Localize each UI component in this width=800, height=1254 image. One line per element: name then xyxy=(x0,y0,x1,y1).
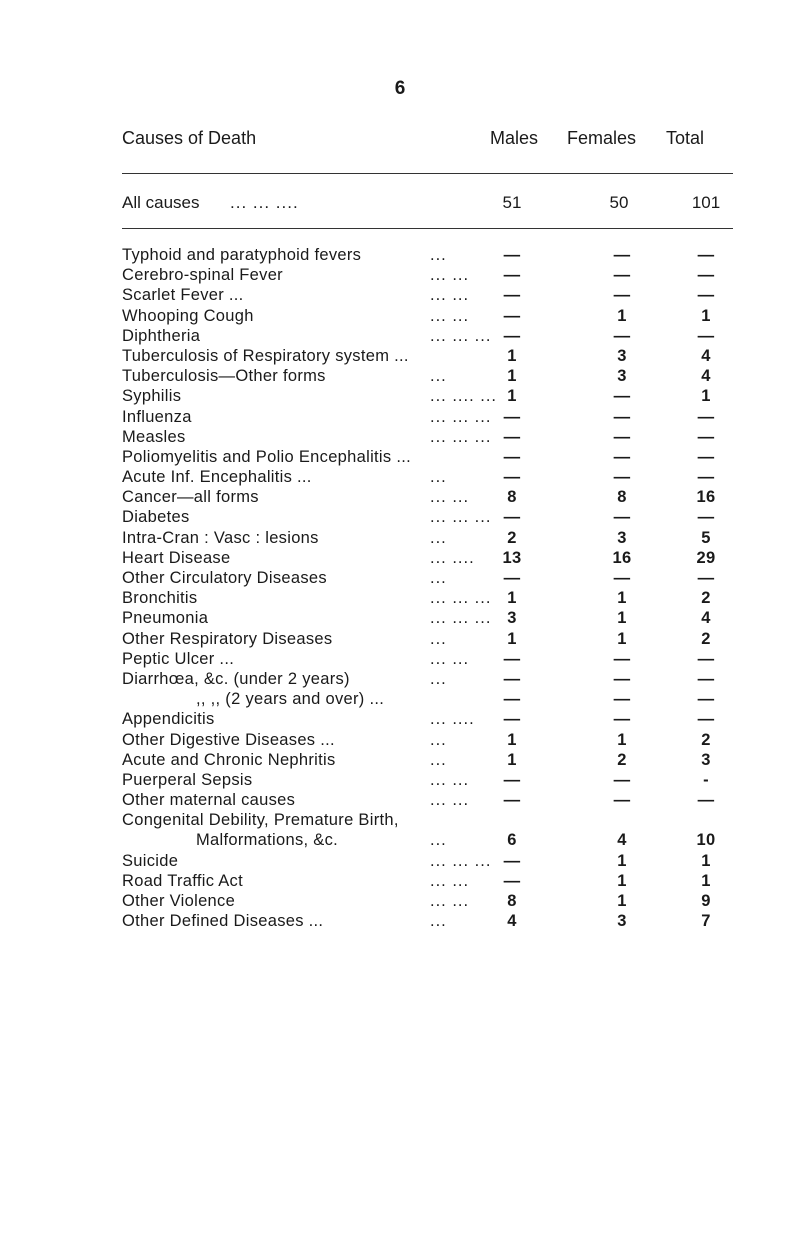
table-row xyxy=(0,286,800,306)
cause-label: ,, ,, (2 years and over) ... xyxy=(196,690,385,709)
header-females: Females xyxy=(567,128,637,148)
cause-label: Typhoid and paratyphoid fevers xyxy=(122,246,362,264)
males-count: — xyxy=(503,468,521,487)
total-count: — xyxy=(697,569,715,587)
cause-label: Tuberculosis of Respiratory system ... xyxy=(122,346,409,365)
total-count: 29 xyxy=(696,548,716,567)
header-cause: Causes of Death xyxy=(122,128,257,148)
total-count: 4 xyxy=(701,609,711,628)
total-count: — xyxy=(697,468,715,487)
males-count: — xyxy=(503,649,521,668)
total-count: — xyxy=(697,447,715,466)
males-count: — xyxy=(503,669,521,688)
total-count: - xyxy=(703,770,709,789)
males-count: — xyxy=(503,407,521,426)
males-count: 6 xyxy=(507,831,517,850)
cause-label: Congenital Debility, Premature Birth, xyxy=(122,811,399,830)
females-count: — xyxy=(613,468,631,487)
total-count: — xyxy=(697,508,715,527)
table-row xyxy=(0,387,800,407)
total-count: 4 xyxy=(701,367,711,386)
leader-dots: ... ... xyxy=(430,286,470,305)
total-count: 7 xyxy=(701,912,711,931)
females-count: — xyxy=(613,407,631,426)
leader-dots: ... .... xyxy=(430,710,475,729)
cause-label: Heart Disease xyxy=(122,548,231,567)
cause-label: Malformations, &c. xyxy=(196,831,339,850)
cause-label: Diphtheria xyxy=(122,326,201,345)
males-count: 1 xyxy=(507,387,517,406)
males-count: 1 xyxy=(507,346,517,365)
leader-dots: ... ... xyxy=(430,488,470,507)
all-causes-total: 101 xyxy=(691,193,721,212)
leader-dots: ... xyxy=(430,246,447,264)
females-count: 1 xyxy=(617,609,627,628)
females-count: — xyxy=(613,690,631,709)
females-count: — xyxy=(613,508,631,527)
females-count: — xyxy=(613,427,631,446)
males-count: — xyxy=(503,770,521,789)
table-row xyxy=(0,347,800,367)
leader-dots: ... ... xyxy=(430,871,470,890)
leader-dots: ... xyxy=(430,730,447,749)
males-count: — xyxy=(503,306,521,325)
females-count: 2 xyxy=(617,750,627,769)
table-row xyxy=(0,508,800,528)
cause-label: Diarrhœa, &c. (under 2 years) xyxy=(122,669,350,688)
females-count: 4 xyxy=(617,831,627,850)
leader-dots: ... ... ... xyxy=(430,326,492,345)
females-count: — xyxy=(613,326,631,345)
cause-label: Scarlet Fever ... xyxy=(122,286,244,305)
females-count: — xyxy=(613,649,631,668)
females-count: 1 xyxy=(617,871,627,890)
table-row xyxy=(0,690,800,710)
females-count: — xyxy=(613,447,631,466)
females-count: — xyxy=(613,791,631,810)
table-row xyxy=(0,609,800,629)
males-count: — xyxy=(503,326,521,345)
cause-label: Suicide xyxy=(122,851,179,870)
females-count: — xyxy=(613,266,631,285)
all-causes-row xyxy=(0,193,800,215)
table-row xyxy=(0,569,800,589)
leader-dots: ... xyxy=(430,669,447,688)
males-count: — xyxy=(503,508,521,527)
all-causes-leader-dots: ... ... .... xyxy=(230,193,299,212)
males-count: — xyxy=(503,569,521,587)
leader-dots: ... xyxy=(430,528,447,547)
total-count: — xyxy=(697,266,715,285)
table-row xyxy=(0,670,800,690)
leader-dots: ... .... ... xyxy=(430,387,498,406)
females-count: — xyxy=(613,246,631,264)
table-row xyxy=(0,912,800,932)
table-row xyxy=(0,448,800,468)
females-count: 1 xyxy=(617,306,627,325)
table-row xyxy=(0,811,800,831)
cause-label: Tuberculosis—Other forms xyxy=(122,367,326,386)
total-count: 5 xyxy=(701,528,711,547)
page-number: 6 xyxy=(394,78,406,99)
leader-dots: ... ... ... xyxy=(430,851,492,870)
males-count: — xyxy=(503,266,521,285)
total-count: 2 xyxy=(701,629,711,648)
cause-label: Peptic Ulcer ... xyxy=(122,649,235,668)
cause-label: Whooping Cough xyxy=(122,306,254,325)
males-count: 8 xyxy=(507,488,517,507)
leader-dots: ... ... ... xyxy=(430,427,492,446)
leader-dots: ... xyxy=(430,367,447,386)
leader-dots: ... ... xyxy=(430,892,470,910)
leader-dots: ... xyxy=(430,569,447,587)
cause-label: Cerebro-spinal Fever xyxy=(122,266,283,285)
leader-dots: ... ... ... xyxy=(430,609,492,628)
total-count: 2 xyxy=(701,589,711,608)
cause-label: Poliomyelitis and Polio Encephalitis ... xyxy=(122,447,411,466)
cause-label: Syphilis xyxy=(122,387,182,406)
all-causes-divider xyxy=(122,228,733,229)
total-count: — xyxy=(697,649,715,668)
table-row xyxy=(0,367,800,387)
leader-dots: ... ... xyxy=(430,791,470,810)
total-count: — xyxy=(697,669,715,688)
table-row xyxy=(0,468,800,488)
total-count: 16 xyxy=(696,488,716,507)
total-count: — xyxy=(697,407,715,426)
females-count: — xyxy=(613,770,631,789)
cause-label: Influenza xyxy=(122,407,192,426)
males-count: 3 xyxy=(507,609,517,628)
cause-label: Acute Inf. Encephalitis ... xyxy=(122,468,312,487)
cause-label: Road Traffic Act xyxy=(122,871,243,890)
table-row xyxy=(0,831,800,851)
cause-label: Other Digestive Diseases ... xyxy=(122,730,335,749)
males-count: 8 xyxy=(507,892,517,910)
cause-label: Diabetes xyxy=(122,508,190,527)
cause-label: Other Circulatory Diseases xyxy=(122,569,327,587)
total-count: 1 xyxy=(701,387,711,406)
leader-dots: ... ... xyxy=(430,770,470,789)
males-count: — xyxy=(503,690,521,709)
cause-label: Other Defined Diseases ... xyxy=(122,912,324,931)
table-row xyxy=(0,408,800,428)
females-count: — xyxy=(613,710,631,729)
leader-dots: ... ... xyxy=(430,266,470,285)
males-count: — xyxy=(503,286,521,305)
header-total: Total xyxy=(666,128,705,148)
males-count: — xyxy=(503,246,521,264)
leader-dots: ... ... ... xyxy=(430,407,492,426)
table-row xyxy=(0,771,800,791)
females-count: 1 xyxy=(617,892,627,910)
females-count: — xyxy=(613,387,631,406)
table-row xyxy=(0,246,800,266)
all-causes-females: 50 xyxy=(609,193,629,212)
females-count: 8 xyxy=(617,488,627,507)
total-count: — xyxy=(697,326,715,345)
total-count: 3 xyxy=(701,750,711,769)
cause-label: Other Violence xyxy=(122,892,236,910)
leader-dots: ... ... ... xyxy=(430,589,492,608)
total-count: 2 xyxy=(701,730,711,749)
males-count: — xyxy=(503,447,521,466)
females-count: 3 xyxy=(617,528,627,547)
all-causes-label: All causes xyxy=(122,193,200,212)
causes-table xyxy=(0,246,800,932)
table-row xyxy=(0,266,800,286)
table-row xyxy=(0,710,800,730)
males-count: 4 xyxy=(507,912,517,931)
cause-label: Other maternal causes xyxy=(122,791,296,810)
males-count: 1 xyxy=(507,629,517,648)
leader-dots: ... xyxy=(430,750,447,769)
total-count: — xyxy=(697,791,715,810)
table-row xyxy=(0,327,800,347)
females-count: 1 xyxy=(617,589,627,608)
leader-dots: ... ... ... xyxy=(430,508,492,527)
leader-dots: ... ... xyxy=(430,649,470,668)
table-header xyxy=(0,128,800,152)
males-count: — xyxy=(503,791,521,810)
table-row xyxy=(0,428,800,448)
females-count: 1 xyxy=(617,629,627,648)
leader-dots: ... .... xyxy=(430,548,475,567)
header-divider xyxy=(122,173,733,174)
all-causes-males: 51 xyxy=(502,193,522,212)
males-count: — xyxy=(503,851,521,870)
cause-label: Pneumonia xyxy=(122,609,209,628)
table-row xyxy=(0,488,800,508)
cause-label: Acute and Chronic Nephritis xyxy=(122,750,336,769)
table-row xyxy=(0,589,800,609)
leader-dots: ... xyxy=(430,629,447,648)
total-count: — xyxy=(697,690,715,709)
table-row xyxy=(0,872,800,892)
table-row xyxy=(0,751,800,771)
females-count: 3 xyxy=(617,367,627,386)
table-row xyxy=(0,892,800,912)
total-count: — xyxy=(697,710,715,729)
males-count: — xyxy=(503,871,521,890)
total-count: 1 xyxy=(701,306,711,325)
cause-label: Other Respiratory Diseases xyxy=(122,629,333,648)
males-count: 1 xyxy=(507,367,517,386)
males-count: 13 xyxy=(502,548,522,567)
females-count: 16 xyxy=(612,548,632,567)
table-row xyxy=(0,852,800,872)
males-count: 1 xyxy=(507,750,517,769)
cause-label: Intra-Cran : Vasc : lesions xyxy=(122,528,319,547)
cause-label: Bronchitis xyxy=(122,589,198,608)
cause-label: Cancer—all forms xyxy=(122,488,259,507)
leader-dots: ... xyxy=(430,468,447,487)
females-count: — xyxy=(613,669,631,688)
leader-dots: ... xyxy=(430,831,447,850)
males-count: 2 xyxy=(507,528,517,547)
total-count: 1 xyxy=(701,851,711,870)
females-count: 3 xyxy=(617,346,627,365)
total-count: 1 xyxy=(701,871,711,890)
table-row xyxy=(0,650,800,670)
cause-label: Appendicitis xyxy=(122,710,215,729)
females-count: 3 xyxy=(617,912,627,931)
males-count: 1 xyxy=(507,730,517,749)
total-count: — xyxy=(697,427,715,446)
total-count: — xyxy=(697,286,715,305)
females-count: — xyxy=(613,286,631,305)
cause-label: Puerperal Sepsis xyxy=(122,770,253,789)
females-count: — xyxy=(613,569,631,587)
females-count: 1 xyxy=(617,851,627,870)
males-count: — xyxy=(503,710,521,729)
table-row xyxy=(0,307,800,327)
total-count: 10 xyxy=(696,831,716,850)
table-row xyxy=(0,549,800,569)
cause-label: Measles xyxy=(122,427,186,446)
males-count: 1 xyxy=(507,589,517,608)
header-males: Males xyxy=(490,128,539,148)
males-count: — xyxy=(503,427,521,446)
leader-dots: ... xyxy=(430,912,447,931)
total-count: 9 xyxy=(701,892,711,910)
leader-dots: ... ... xyxy=(430,306,470,325)
total-count: 4 xyxy=(701,346,711,365)
table-row xyxy=(0,791,800,811)
table-row xyxy=(0,529,800,549)
table-row xyxy=(0,630,800,650)
females-count: 1 xyxy=(617,730,627,749)
table-row xyxy=(0,731,800,751)
total-count: — xyxy=(697,246,715,264)
